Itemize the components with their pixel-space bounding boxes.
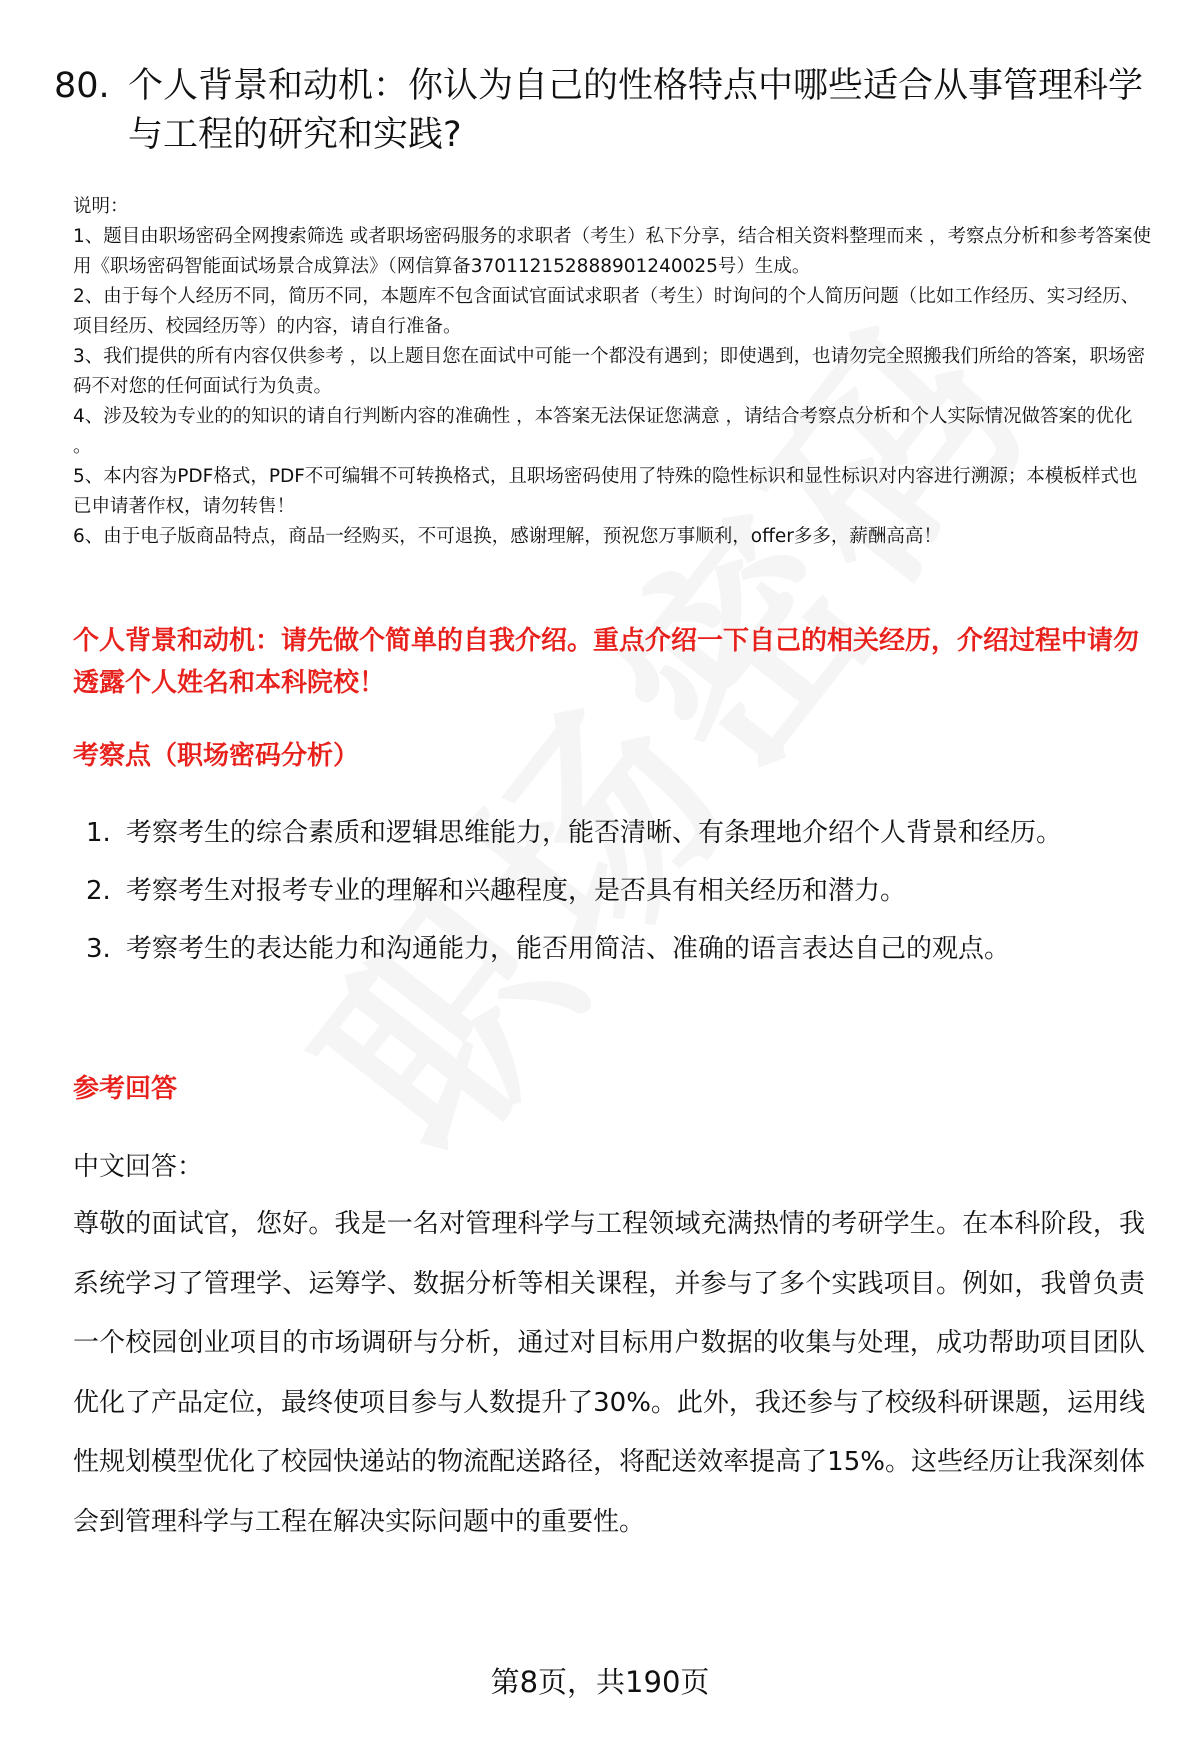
- notes: [73, 192, 1153, 552]
- analysis-points: [86, 804, 1146, 978]
- note-item: 3、我们提供的所有内容仅供参考 ，以上题目您在面试中可能一个都没有遇到；即使遇到，也请勿完全照搬我们所给的答案，职场密码不对您的任何面试行为负责。: [73, 346, 1146, 397]
- point-text: 考察考生对报考专业的理解和兴趣程度，是否具有相关经历和潜力。: [126, 876, 907, 906]
- point-text: 考察考生的表达能力和沟通能力，能否用简洁、准确的语言表达自己的观点。: [126, 934, 1011, 964]
- answer-label: 中文回答：: [73, 1152, 204, 1182]
- note-item: 1、题目由职场密码全网搜索筛选 或者职场密码服务的求职者（考生）私下分享，结合相关资料整理而来 ，考察点分析和参考答案使用《职场密码智能面试场景合成算法》（网信算备370112152888901240025号）生成。: [73, 226, 1152, 277]
- notes-heading: 说明：: [73, 196, 129, 217]
- question-number: 80.: [54, 66, 110, 106]
- point-text: 考察考生的综合素质和逻辑思维能力，能否清晰、有条理地介绍个人背景和经历。: [126, 818, 1063, 848]
- analysis-point: [86, 862, 1146, 920]
- analysis-point: [86, 804, 1146, 862]
- analysis-heading: 考察点（职场密码分析）: [73, 741, 360, 771]
- answer-heading: 参考回答: [73, 1074, 178, 1104]
- point-number: 2.: [86, 876, 111, 906]
- point-number: 3.: [86, 934, 111, 964]
- question-title: [54, 62, 1154, 160]
- note-item: 6、由于电子版商品特点，商品一经购买，不可退换，感谢理解，预祝您万事顺利，offer多多，薪酬高高！: [73, 526, 942, 547]
- note-item: 4、涉及较为专业的的知识的请自行判断内容的准确性 ，本答案无法保证您满意 ，请结合考察点分析和个人实际情况做答案的优化 。: [73, 406, 1133, 457]
- analysis-point: [86, 920, 1146, 978]
- note-item: 5、本内容为PDF格式，PDF不可编辑不可转换格式，且职场密码使用了特殊的隐性标识和显性标识对内容进行溯源；本模板样式也已申请著作权，请勿转售！: [73, 466, 1138, 517]
- note-item: 2、由于每个人经历不同，简历不同，本题库不包含面试官面试求职者（考生）时询问的个人简历问题（比如工作经历、实习经历、项目经历、校园经历等）的内容，请自行准备。: [73, 286, 1140, 337]
- answer-text: 尊敬的面试官，您好。我是一名对管理科学与工程领域充满热情的考研学生。在本科阶段，我系统学习了管理学、运筹学、数据分析等相关课程，并参与了多个实践项目。例如，我曾负责一个校园创业项目的市场调研与分析，通过对目标用户数据的收集与处理，成功帮助项目团队优化了产品定位，最终使项目参与人数提升了30%。此外，我还参与了校级科研课题，运用线性规划模型优化了校园快递站的物流配送路径，将配送效率提高了15%。这些经历让我深刻体会到管理科学与工程在解决实际问题中的重要性。: [73, 1209, 1145, 1537]
- question-text: 个人背景和动机：你认为自己的性格特点中哪些适合从事管理科学与工程的研究和实践?: [128, 66, 1144, 155]
- point-number: 1.: [86, 818, 111, 848]
- interview-question: 个人背景和动机：请先做个简单的自我介绍。重点介绍一下自己的相关经历，介绍过程中请勿透露个人姓名和本科院校！: [73, 626, 1140, 698]
- page-footer: 第8页，共190页: [490, 1665, 710, 1699]
